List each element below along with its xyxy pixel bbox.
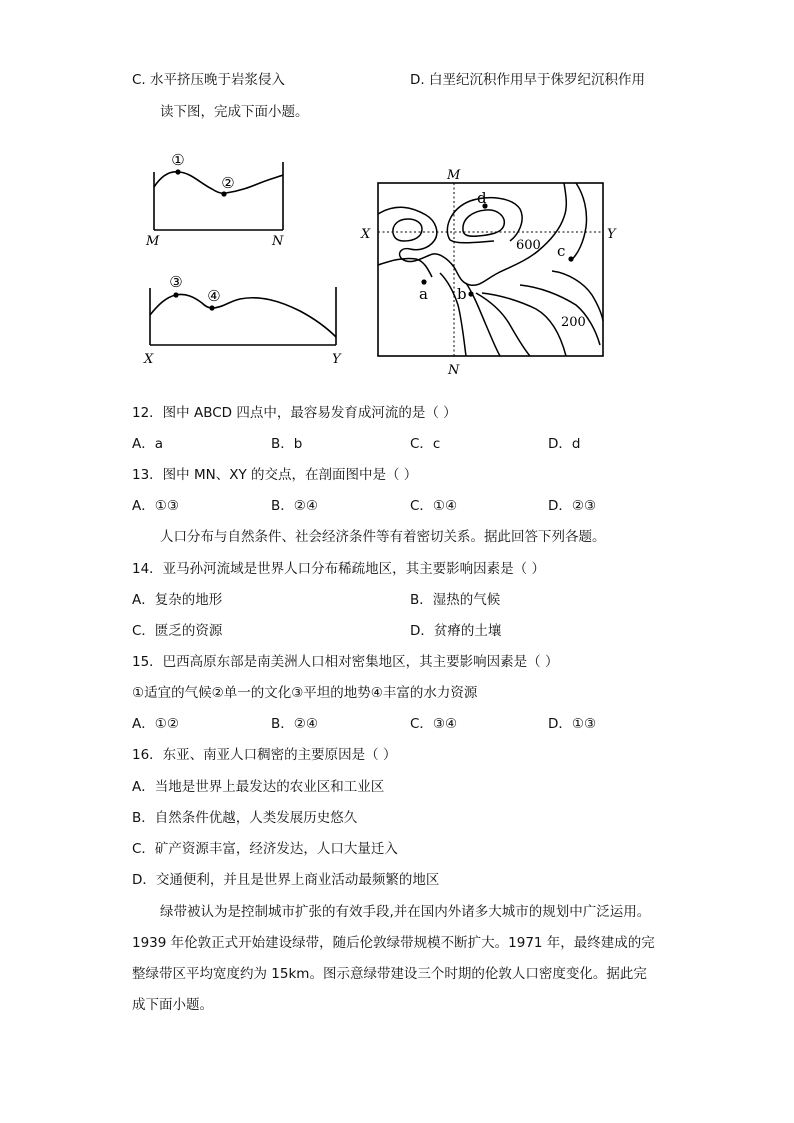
- greenbelt-intro-line-3: 整绿带区平均宽度约为 15km。图示意绿带建设三个时期的伦敦人口密度变化。据此完: [132, 966, 647, 982]
- profile2-end-label: Y: [332, 352, 341, 367]
- point-1-label: ①: [171, 151, 185, 169]
- point-3-label: ③: [169, 273, 183, 291]
- point-d-label: d: [477, 189, 487, 207]
- q13-option-a: A．①③: [132, 498, 179, 514]
- q14-option-a: A．复杂的地形: [132, 592, 223, 608]
- q14-option-c: C．匮乏的资源: [132, 623, 223, 639]
- point-4-label: ④: [207, 287, 221, 305]
- q13-option-d: D．②③: [548, 498, 597, 514]
- option-d: D. 白垩纪沉积作用早于侏罗纪沉积作用: [410, 72, 645, 88]
- map-right-label: Y: [607, 227, 616, 242]
- population-intro: 人口分布与自然条件、社会经济条件等有着密切关系。据此回答下列各题。: [160, 529, 606, 545]
- map-bottom-label: N: [448, 363, 460, 378]
- figure-profiles-and-contour-map: [140, 145, 620, 380]
- greenbelt-intro-line-1: 绿带被认为是控制城市扩张的有效手段,并在国内外诸多大城市的规划中广泛运用。: [160, 904, 651, 920]
- q12-option-c: C．c: [410, 436, 441, 452]
- q16-option-d: D．交通便利，并且是世界上商业活动最频繁的地区: [132, 872, 440, 888]
- question-13-stem: 13．图中 MN、XY 的交点，在剖面图中是（ ）: [132, 467, 418, 483]
- profile-mn: [145, 151, 284, 249]
- q15-option-b: B．②④: [271, 716, 318, 732]
- question-15-stem: 15．巴西高原东部是南美洲人口相对密集地区，其主要影响因素是（ ）: [132, 654, 559, 670]
- q14-option-d: D．贫瘠的土壤: [410, 623, 502, 639]
- point-2-label: ②: [221, 174, 235, 192]
- q13-option-b: B．②④: [271, 498, 318, 514]
- greenbelt-intro-line-4: 成下面小题。: [132, 997, 213, 1013]
- contour-map: [360, 168, 617, 378]
- q15-option-d: D．①③: [548, 716, 597, 732]
- q12-option-d: D．d: [548, 436, 581, 452]
- profile2-start-label: X: [144, 352, 154, 367]
- q16-option-a: A．当地是世界上最发达的农业区和工业区: [132, 779, 385, 795]
- profile1-end-label: N: [272, 234, 284, 249]
- contour-label-200: 200: [561, 315, 586, 330]
- figure-intro: 读下图，完成下面小题。: [160, 104, 309, 120]
- map-left-label: X: [361, 227, 371, 242]
- question-14-stem: 14．亚马孙河流域是世界人口分布稀疏地区，其主要影响因素是（ ）: [132, 561, 545, 577]
- q13-option-c: C．①④: [410, 498, 458, 514]
- q15-option-a: A．①②: [132, 716, 179, 732]
- q12-option-a: A．a: [132, 436, 164, 452]
- point-c-label: c: [557, 242, 566, 260]
- profile-xy: [143, 273, 342, 367]
- question-15-sub: ①适宜的气候②单一的文化③平坦的地势④丰富的水力资源: [132, 685, 478, 701]
- contour-label-600: 600: [516, 238, 541, 253]
- profile1-start-label: M: [146, 234, 160, 249]
- q16-option-b: B．自然条件优越，人类发展历史悠久: [132, 810, 358, 826]
- q16-option-c: C．矿产资源丰富，经济发达，人口大量迁入: [132, 841, 398, 857]
- q12-option-b: B．b: [271, 436, 303, 452]
- point-a-label: a: [419, 285, 428, 303]
- question-12-stem: 12．图中 ABCD 四点中，最容易发育成河流的是（ ）: [132, 405, 457, 421]
- question-16-stem: 16．东亚、南亚人口稠密的主要原因是（ ）: [132, 747, 397, 763]
- option-c: C. 水平挤压晚于岩浆侵入: [132, 72, 286, 88]
- greenbelt-intro-line-2: 1939 年伦敦正式开始建设绿带，随后伦敦绿带规模不断扩大。1971 年，最终建成的完: [132, 935, 655, 951]
- map-top-label: M: [447, 168, 461, 183]
- q15-option-c: C．③④: [410, 716, 458, 732]
- point-b-label: b: [457, 285, 467, 303]
- q14-option-b: B．湿热的气候: [410, 592, 501, 608]
